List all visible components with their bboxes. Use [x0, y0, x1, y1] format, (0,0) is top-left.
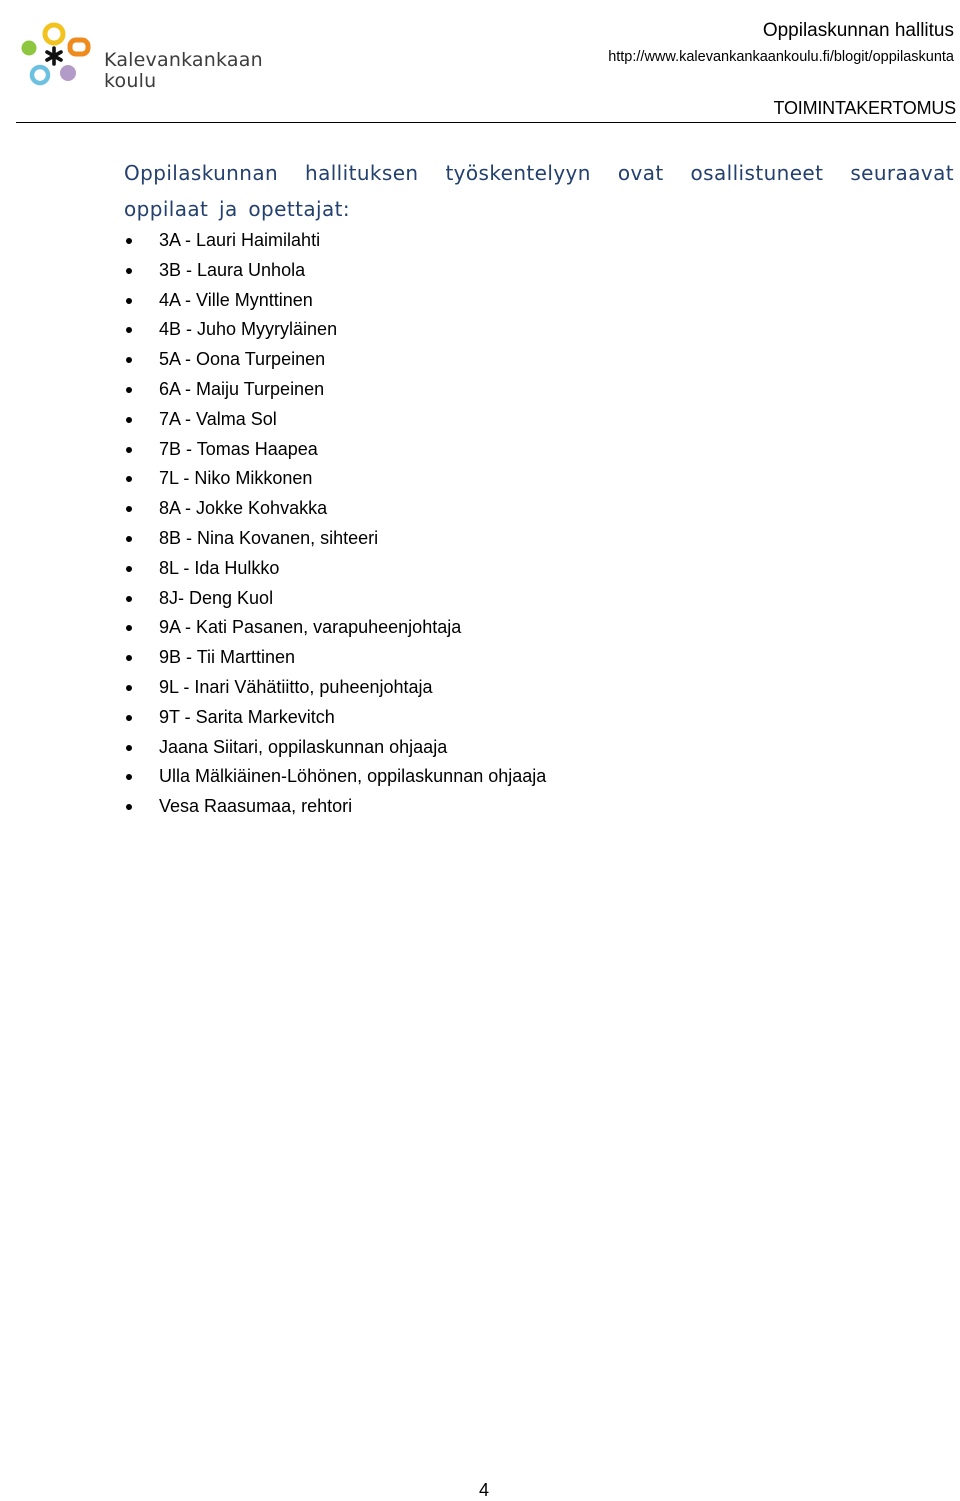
list-item	[124, 256, 546, 286]
section-title: TOIMINTAKERTOMUS	[773, 98, 956, 118]
list-item	[124, 494, 546, 524]
list-item	[124, 405, 546, 435]
bullet-icon	[126, 625, 132, 631]
list-item	[124, 435, 546, 465]
member-text: Jaana Siitari, oppilaskunnan ohjaaja	[159, 736, 448, 757]
member-text: 9L - Inari Vähätiitto, puheenjohtaja	[159, 676, 433, 697]
list-item	[124, 524, 546, 554]
bullet-icon	[126, 745, 132, 751]
member-text: 9A - Kati Pasanen, varapuheenjohtaja	[159, 617, 462, 638]
bullet-icon	[126, 506, 132, 512]
bullet-icon	[126, 685, 132, 691]
bullet-icon	[126, 596, 132, 602]
bullet-icon	[126, 238, 132, 244]
header-url: http://www.kalevankankaankoulu.fi/blogit/oppilaskunta	[608, 49, 954, 65]
bullet-icon	[126, 715, 132, 721]
member-text: 7A - Valma Sol	[159, 408, 277, 429]
bullet-icon	[126, 387, 132, 393]
member-text: 4B - Juho Myyryläinen	[159, 319, 338, 340]
logo-text	[104, 50, 263, 92]
bullet-icon	[126, 417, 132, 423]
header-title: Oppilaskunnan hallitus	[762, 20, 954, 41]
list-item	[124, 345, 546, 375]
list-item	[124, 464, 546, 494]
list-item	[124, 554, 546, 584]
school-logo	[4, 4, 284, 108]
member-text: Vesa Raasumaa, rehtori	[159, 796, 353, 817]
member-text: 3A - Lauri Haimilahti	[159, 230, 321, 250]
bullet-icon	[126, 774, 132, 780]
member-text: 9B - Tii Marttinen	[159, 647, 296, 668]
member-text: 7B - Tomas Haapea	[159, 438, 318, 459]
list-item	[124, 792, 546, 822]
members-list	[124, 226, 546, 822]
member-text: 3B - Laura Unhola	[159, 259, 306, 280]
member-text: 6A - Maiju Turpeinen	[159, 378, 325, 399]
bullet-icon	[126, 268, 132, 274]
member-text: 8J- Deng Kuol	[159, 587, 274, 608]
list-item	[124, 375, 546, 405]
member-text: Ulla Mälkiäinen-Löhönen, oppilaskunnan ohjaaja	[159, 766, 547, 787]
logo-line-1: Kalevankankaan	[104, 49, 263, 71]
member-text: 8L - Ida Hulkko	[159, 557, 280, 578]
header-divider	[16, 122, 956, 123]
bullet-icon	[126, 476, 132, 482]
list-item	[124, 733, 546, 763]
member-text: 4A - Ville Mynttinen	[159, 289, 313, 310]
list-item	[124, 673, 546, 703]
logo-mark-icon	[4, 4, 104, 104]
bullet-icon	[126, 536, 132, 542]
member-text: 9T - Sarita Markevitch	[159, 706, 335, 727]
logo-line-2: koulu	[104, 70, 157, 92]
list-item	[124, 613, 546, 643]
member-text: 8B - Nina Kovanen, sihteeri	[159, 527, 379, 548]
list-item	[124, 643, 546, 673]
bullet-icon	[126, 804, 132, 810]
list-item	[124, 315, 546, 345]
bullet-icon	[126, 298, 132, 304]
member-text: 5A - Oona Turpeinen	[159, 349, 326, 370]
list-item	[124, 762, 546, 792]
page-number: 4	[479, 1480, 490, 1500]
bullet-icon	[126, 655, 132, 661]
bullet-icon	[126, 327, 132, 333]
list-item	[124, 703, 546, 733]
list-item	[124, 226, 546, 256]
bullet-icon	[126, 447, 132, 453]
member-text: 8A - Jokke Kohvakka	[159, 498, 328, 519]
intro-paragraph: Oppilaskunnan hallituksen työskentelyyn ovat osallistuneet seuraavat oppilaat ja opettajat:	[124, 161, 954, 221]
bullet-icon	[126, 357, 132, 363]
list-item	[124, 584, 546, 614]
list-item	[124, 286, 546, 316]
bullet-icon	[126, 566, 132, 572]
member-text: 7L - Niko Mikkonen	[159, 468, 313, 489]
